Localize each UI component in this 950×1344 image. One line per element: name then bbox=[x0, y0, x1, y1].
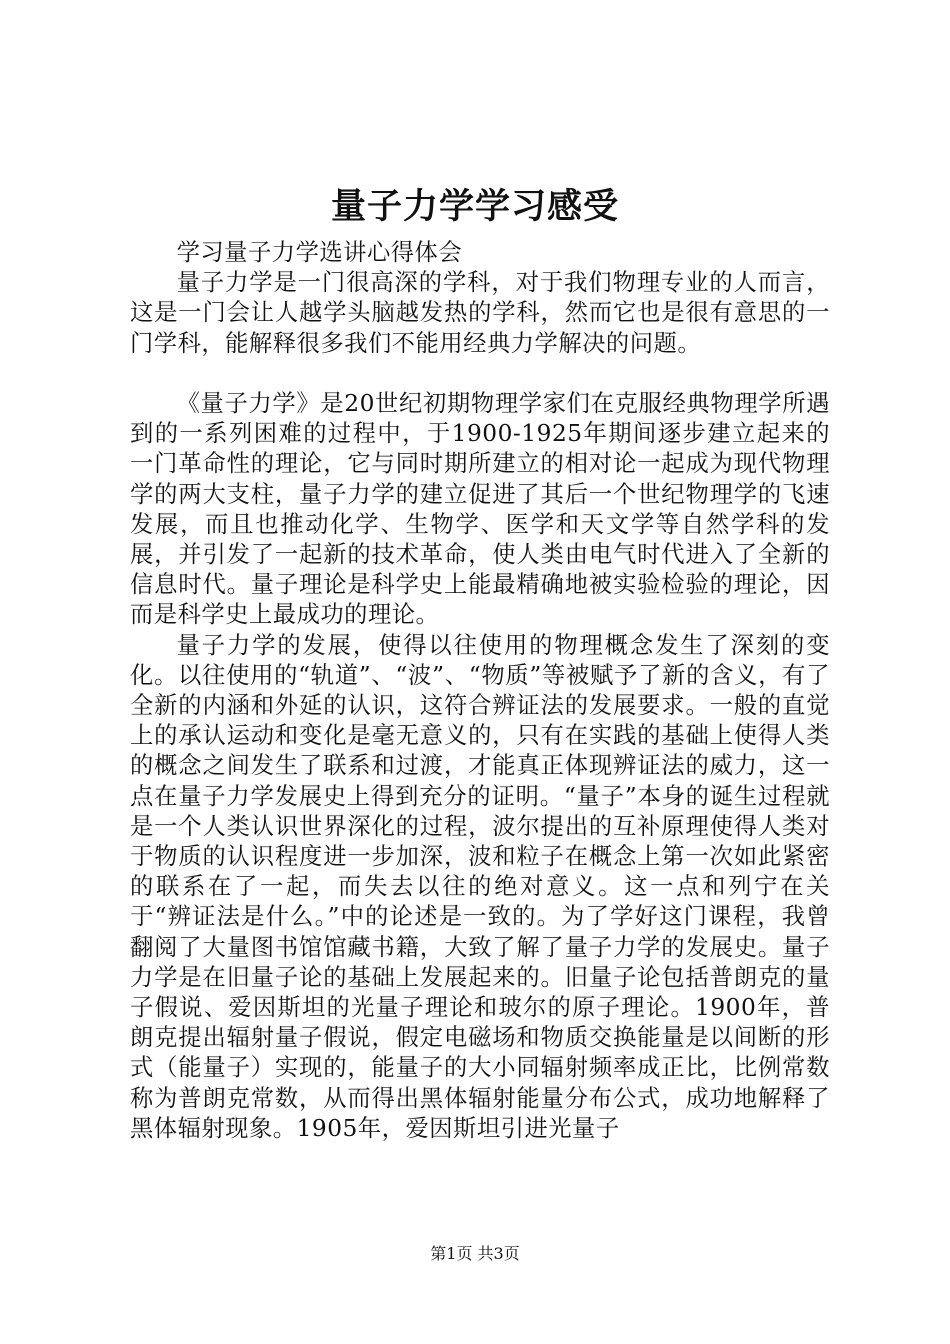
document-title: 量子力学学习感受 bbox=[330, 186, 619, 227]
page-footer: 第1页 共3页 bbox=[430, 1244, 520, 1263]
paragraph-2: 《量子力学》是20世纪初期物理学家们在克服经典物理学所遇到的一系列困难的过程中，于1900-1925年期间逐步建立起来的一门革命性的理论，它与同时期所建立的相对论一起成为现代物理学的两大支柱，量子力学的建立促进了其后一个世纪物理学的飞速发展，而且也推动化学、生物学、医学和天文学等自然学科的发展，并引发了一起新的技术革命，使人类由电气时代进入了全新的信息时代。量子理论是科学史上能最精确地被实验检验的理论，因而是科学史上最成功的理论。 bbox=[130, 390, 830, 629]
subtitle-line: 学习量子力学选讲心得体会 bbox=[176, 239, 463, 266]
paragraph-3: 量子力学的发展，使得以往使用的物理概念发生了深刻的变化。以往使用的“轨道”、“波”、“物质”等被赋予了新的含义，有了全新的内涵和外延的认识，这符合辨证法的发展要求。一般的直觉上的承认运动和变化是毫无意义的，只有在实践的基础上使得人类的概念之间发生了联系和过渡，才能真正体现辨证法的威力，这一点在量子力学发展史上得到充分的证明。“量子”本身的诞生过程就是一个人类认识世界深化的过程，波尔提出的互补原理使得人类对于物质的认识程度进一步加深，波和粒子在概念上第一次如此紧密的联系在了一起，而失去以往的绝对意义。这一点和列宁在关于“辨证法是什么。”中的论述是一致的。为了学好这门课程，我曾翻阅了大量图书馆馆藏书籍，大致了解了量子力学的发展史。量子力学是在旧量子论的基础上发展起来的。旧量子论包括普朗克的量子假说、爱因斯坦的光量子理论和玻尔的原子理论。1900年，普朗克提出辐射量子假说，假定电磁场和物质交换能量是以间断的形式（能量子）实现的，能量子的大小同辐射频率成正比，比例常数称为普朗克常数，从而得出黑体辐射能量分布公式，成功地解释了黑体辐射现象。1905年，爱因斯坦引进光量子 bbox=[130, 631, 830, 1142]
document-body bbox=[130, 238, 830, 1144]
paragraph-1: 量子力学是一门很高深的学科，对于我们物理专业的人而言，这是一门会让人越学头脑越发热的学科，然而它也是很有意思的一门学科，能解释很多我们不能用经典力学解决的问题。 bbox=[130, 269, 830, 357]
blank-line bbox=[130, 359, 830, 389]
